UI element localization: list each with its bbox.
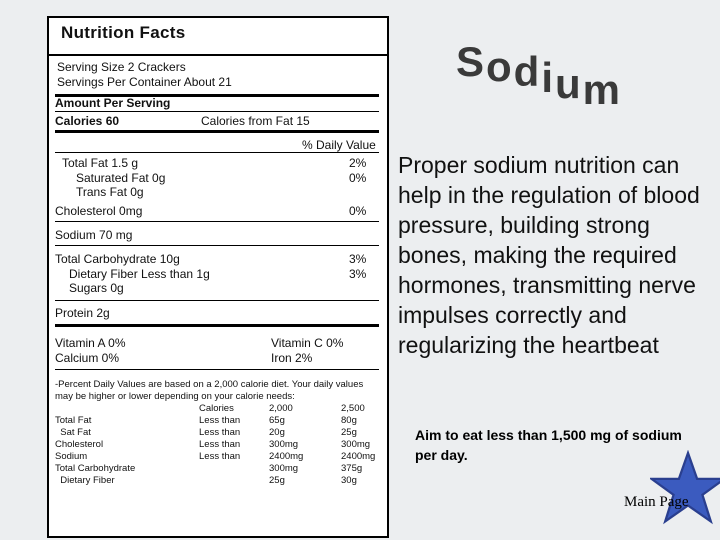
aim-text: Aim to eat less than 1,500 mg of sodium per day. bbox=[415, 427, 682, 463]
sugars: Sugars 0g bbox=[69, 281, 124, 295]
dietary-fiber: Dietary Fiber Less than 1g bbox=[69, 267, 210, 281]
footer-row-value-2000: 300mg bbox=[269, 439, 299, 450]
serving-size: Serving Size 2 Crackers bbox=[57, 60, 186, 74]
footer-row-label: Sodium bbox=[55, 451, 88, 462]
divider bbox=[55, 300, 379, 301]
slide-heading bbox=[456, 38, 623, 113]
divider bbox=[55, 130, 379, 133]
dietary-fiber-dv: 3% bbox=[349, 267, 367, 281]
saturated-fat: Saturated Fat 0g bbox=[76, 171, 166, 185]
footer-row-qualifier: Less than bbox=[199, 415, 241, 426]
heading-letter: o bbox=[486, 43, 514, 90]
calories-from-fat: Calories from Fat 15 bbox=[201, 114, 310, 128]
label-title: Nutrition Facts bbox=[61, 23, 186, 42]
footer-table-header-2500: 2,500 bbox=[341, 403, 365, 414]
total-carbohydrate: Total Carbohydrate 10g bbox=[55, 252, 180, 266]
divider bbox=[55, 111, 379, 112]
daily-value-header: % Daily Value bbox=[302, 138, 376, 152]
footer-row-qualifier: Less than bbox=[199, 427, 241, 438]
heading-letter: d bbox=[513, 48, 542, 95]
star-shape bbox=[652, 453, 720, 521]
heading-letter: m bbox=[582, 66, 623, 113]
cholesterol-dv: 0% bbox=[349, 204, 367, 218]
total-fat: Total Fat 1.5 g bbox=[62, 156, 139, 170]
heading-letter: u bbox=[555, 60, 583, 107]
divider bbox=[55, 221, 379, 222]
footer-row-qualifier: Less than bbox=[199, 451, 241, 462]
divider bbox=[55, 369, 379, 370]
footer-row-value-2500: 375g bbox=[341, 463, 363, 474]
calcium: Calcium 0% bbox=[55, 351, 120, 365]
footer-row-value-2500: 300mg bbox=[341, 439, 371, 450]
divider bbox=[55, 245, 379, 246]
vitamin-c: Vitamin C 0% bbox=[271, 336, 344, 350]
footer-row-value-2500: 30g bbox=[341, 475, 357, 486]
footer-row-value-2500: 80g bbox=[341, 415, 357, 426]
footer-row-label: Dietary Fiber bbox=[55, 475, 115, 486]
vitamin-a: Vitamin A 0% bbox=[55, 336, 126, 350]
footer-row-label: Cholesterol bbox=[55, 439, 104, 450]
footer-row-label: Sat Fat bbox=[55, 427, 91, 438]
footer-row-value-2500: 25g bbox=[341, 427, 357, 438]
footer-table-header-calories: Calories bbox=[199, 403, 234, 414]
label-title-bar bbox=[49, 18, 389, 56]
footnote-line-2: may be higher or lower depending on your calorie needs: bbox=[55, 391, 295, 402]
iron: Iron 2% bbox=[271, 351, 313, 365]
protein: Protein 2g bbox=[55, 306, 110, 320]
footer-table-header-2000: 2,000 bbox=[269, 403, 293, 414]
footer-row-value-2000: 2400mg bbox=[269, 451, 304, 462]
footer-row-label: Total Fat bbox=[55, 415, 92, 426]
divider bbox=[55, 324, 379, 327]
footer-row-value-2000: 300mg bbox=[269, 463, 299, 474]
nutrition-facts-label bbox=[47, 16, 389, 538]
divider bbox=[55, 152, 379, 153]
heading-letter: i bbox=[541, 54, 555, 101]
amount-per-serving: Amount Per Serving bbox=[55, 96, 171, 110]
servings-per-container: Servings Per Container About 21 bbox=[57, 75, 232, 89]
cholesterol: Cholesterol 0mg bbox=[55, 204, 143, 218]
main-page-link[interactable]: Main Page bbox=[624, 494, 689, 510]
footnote-line-1: -Percent Daily Values are based on a 2,000 calorie diet. Your daily values bbox=[55, 379, 364, 390]
slide-body-text: Proper sodium nutrition can help in the regulation of blood pressure, building strong bones, making the required hormones, transmitting nerve impulses correctly and regularizing the heartbeat bbox=[398, 152, 700, 358]
sodium: Sodium 70 mg bbox=[55, 228, 133, 242]
footer-row-value-2000: 65g bbox=[269, 415, 285, 426]
footer-row-value-2000: 20g bbox=[269, 427, 285, 438]
total-fat-dv: 2% bbox=[349, 156, 367, 170]
total-carbohydrate-dv: 3% bbox=[349, 252, 367, 266]
star-icon[interactable] bbox=[650, 450, 720, 526]
footer-row-qualifier: Less than bbox=[199, 439, 241, 450]
footer-row-value-2500: 2400mg bbox=[341, 451, 376, 462]
saturated-fat-dv: 0% bbox=[349, 171, 367, 185]
footer-row-label: Total Carbohydrate bbox=[55, 463, 136, 474]
calories: Calories 60 bbox=[55, 114, 120, 128]
footer-row-value-2000: 25g bbox=[269, 475, 285, 486]
trans-fat: Trans Fat 0g bbox=[76, 185, 144, 199]
heading-letter: S bbox=[456, 38, 487, 85]
